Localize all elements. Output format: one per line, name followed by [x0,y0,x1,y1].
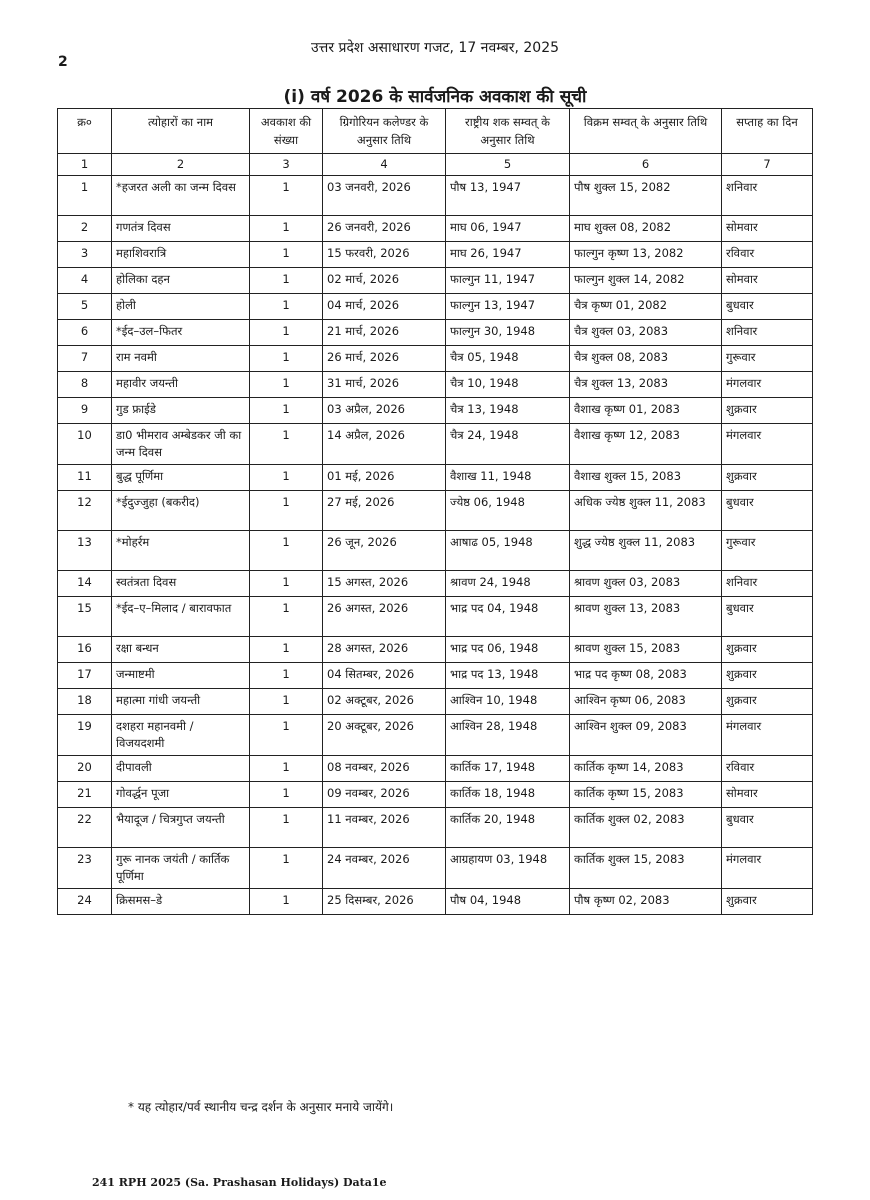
vikram-date-cell: अधिक ज्येष्ठ शुक्ल 11, 2083 [570,491,722,531]
serial-cell: 15 [58,597,112,637]
header-weekday: सप्ताह का दिन [722,109,813,154]
holiday-count-cell: 1 [250,346,323,372]
weekday-cell: शुक्रवार [722,663,813,689]
table-row [58,889,813,915]
holiday-count-cell: 1 [250,571,323,597]
weekday-cell: बुधवार [722,491,813,531]
footer-code: 241 RPH 2025 (Sa. Prashasan Holidays) Data1e [92,1176,387,1189]
holiday-rows [58,176,813,915]
gregorian-date-cell: 31 मार्च, 2026 [323,372,446,398]
holiday-count-cell: 1 [250,398,323,424]
weekday-cell: शुक्रवार [722,889,813,915]
festival-name-cell: *ईदुज्जुहा (बकरीद) [112,491,250,531]
weekday-cell: मंगलवार [722,848,813,889]
festival-name-cell: रक्षा बन्धन [112,637,250,663]
shaka-date-cell: भाद्र पद 04, 1948 [446,597,570,637]
vikram-date-cell: कार्तिक शुक्ल 02, 2083 [570,808,722,848]
festival-name-cell: क्रिसमस–डे [112,889,250,915]
holiday-count-cell: 1 [250,268,323,294]
weekday-cell: रविवार [722,756,813,782]
festival-name-cell: स्वतंत्रता दिवस [112,571,250,597]
gregorian-date-cell: 26 मार्च, 2026 [323,346,446,372]
table-row [58,320,813,346]
festival-name-cell: महाशिवरात्रि [112,242,250,268]
serial-cell: 13 [58,531,112,571]
holiday-count-cell: 1 [250,216,323,242]
gregorian-date-cell: 21 मार्च, 2026 [323,320,446,346]
festival-name-cell: बुद्ध पूर्णिमा [112,465,250,491]
serial-cell: 16 [58,637,112,663]
serial-cell: 7 [58,346,112,372]
holiday-count-cell: 1 [250,491,323,531]
header-shaka-date: राष्ट्रीय शक सम्वत् के अनुसार तिथि [446,109,570,154]
holiday-count-cell: 1 [250,372,323,398]
holiday-count-cell: 1 [250,597,323,637]
holiday-table [57,108,813,915]
holiday-count-cell: 1 [250,424,323,465]
serial-cell: 17 [58,663,112,689]
table-row [58,268,813,294]
table-row [58,848,813,889]
serial-cell: 11 [58,465,112,491]
weekday-cell: गुरूवार [722,531,813,571]
table-row [58,294,813,320]
shaka-date-cell: माघ 26, 1947 [446,242,570,268]
serial-cell: 6 [58,320,112,346]
table-row [58,782,813,808]
weekday-cell: शुक्रवार [722,398,813,424]
festival-name-cell: महावीर जयन्ती [112,372,250,398]
vikram-date-cell: चैत्र शुक्ल 03, 2083 [570,320,722,346]
gregorian-date-cell: 15 फरवरी, 2026 [323,242,446,268]
gregorian-date-cell: 02 मार्च, 2026 [323,268,446,294]
shaka-date-cell: श्रावण 24, 1948 [446,571,570,597]
column-number: 5 [446,154,570,176]
column-number: 6 [570,154,722,176]
weekday-cell: मंगलवार [722,424,813,465]
festival-name-cell: गुड फ्राईडे [112,398,250,424]
footnote: * यह त्योहार/पर्व स्थानीय चन्द्र दर्शन के अनुसार मनाये जायेंगे। [128,1100,394,1114]
vikram-date-cell: फाल्गुन कृष्ण 13, 2082 [570,242,722,268]
table-row [58,242,813,268]
shaka-date-cell: ज्येष्ठ 06, 1948 [446,491,570,531]
vikram-date-cell: श्रावण शुक्ल 13, 2083 [570,597,722,637]
gregorian-date-cell: 04 मार्च, 2026 [323,294,446,320]
weekday-cell: शुक्रवार [722,689,813,715]
holiday-count-cell: 1 [250,848,323,889]
festival-name-cell: भैयादूज / चित्रगुप्त जयन्ती [112,808,250,848]
holiday-count-cell: 1 [250,715,323,756]
weekday-cell: सोमवार [722,782,813,808]
festival-name-cell: होली [112,294,250,320]
header-serial: क्र० [58,109,112,154]
shaka-date-cell: कार्तिक 17, 1948 [446,756,570,782]
gregorian-date-cell: 28 अगस्त, 2026 [323,637,446,663]
shaka-date-cell: कार्तिक 18, 1948 [446,782,570,808]
vikram-date-cell: वैशाख शुक्ल 15, 2083 [570,465,722,491]
vikram-date-cell: फाल्गुन शुक्ल 14, 2082 [570,268,722,294]
holiday-count-cell: 1 [250,294,323,320]
header-holiday-count: अवकाश की संख्या [250,109,323,154]
gregorian-date-cell: 15 अगस्त, 2026 [323,571,446,597]
gregorian-date-cell: 01 मई, 2026 [323,465,446,491]
gregorian-date-cell: 11 नवम्बर, 2026 [323,808,446,848]
table-row [58,663,813,689]
festival-name-cell: गणतंत्र दिवस [112,216,250,242]
shaka-date-cell: फाल्गुन 11, 1947 [446,268,570,294]
vikram-date-cell: श्रावण शुक्ल 03, 2083 [570,571,722,597]
weekday-cell: मंगलवार [722,715,813,756]
weekday-cell: बुधवार [722,294,813,320]
weekday-cell: शुक्रवार [722,637,813,663]
table-row [58,216,813,242]
table-row [58,372,813,398]
serial-cell: 24 [58,889,112,915]
shaka-date-cell: फाल्गुन 13, 1947 [446,294,570,320]
gregorian-date-cell: 26 जून, 2026 [323,531,446,571]
table-row [58,689,813,715]
table-row [58,346,813,372]
holiday-count-cell: 1 [250,808,323,848]
gregorian-date-cell: 03 जनवरी, 2026 [323,176,446,216]
table-row [58,571,813,597]
table-row [58,531,813,571]
column-number: 7 [722,154,813,176]
shaka-date-cell: भाद्र पद 13, 1948 [446,663,570,689]
shaka-date-cell: चैत्र 05, 1948 [446,346,570,372]
festival-name-cell: गुरू नानक जयंती / कार्तिक पूर्णिमा [112,848,250,889]
page-number: 2 [58,54,68,70]
weekday-cell: शनिवार [722,571,813,597]
table-row [58,176,813,216]
holiday-count-cell: 1 [250,756,323,782]
document-title: (i) वर्ष 2026 के सार्वजनिक अवकाश की सूची [283,87,587,107]
serial-cell: 1 [58,176,112,216]
holiday-count-cell: 1 [250,689,323,715]
gregorian-date-cell: 26 जनवरी, 2026 [323,216,446,242]
gregorian-date-cell: 08 नवम्बर, 2026 [323,756,446,782]
serial-cell: 12 [58,491,112,531]
festival-name-cell: जन्माष्टमी [112,663,250,689]
vikram-date-cell: शुद्ध ज्येष्ठ शुक्ल 11, 2083 [570,531,722,571]
holiday-count-cell: 1 [250,531,323,571]
table-row [58,756,813,782]
serial-cell: 20 [58,756,112,782]
shaka-date-cell: फाल्गुन 30, 1948 [446,320,570,346]
weekday-cell: गुरूवार [722,346,813,372]
shaka-date-cell: कार्तिक 20, 1948 [446,808,570,848]
holiday-count-cell: 1 [250,465,323,491]
gregorian-date-cell: 25 दिसम्बर, 2026 [323,889,446,915]
vikram-date-cell: चैत्र कृष्ण 01, 2082 [570,294,722,320]
header-gregorian-date: ग्रिगोरियन कलेण्डर के अनुसार तिथि [323,109,446,154]
holiday-count-cell: 1 [250,782,323,808]
festival-name-cell: महात्मा गांधी जयन्ती [112,689,250,715]
vikram-date-cell: कार्तिक शुक्ल 15, 2083 [570,848,722,889]
vikram-date-cell: श्रावण शुक्ल 15, 2083 [570,637,722,663]
serial-cell: 10 [58,424,112,465]
holiday-count-cell: 1 [250,637,323,663]
vikram-date-cell: कार्तिक कृष्ण 14, 2083 [570,756,722,782]
festival-name-cell: दशहरा महानवमी / विजयदशमी [112,715,250,756]
table-row [58,637,813,663]
gregorian-date-cell: 02 अक्टूबर, 2026 [323,689,446,715]
shaka-date-cell: आश्विन 10, 1948 [446,689,570,715]
shaka-date-cell: आषाढ 05, 1948 [446,531,570,571]
serial-cell: 8 [58,372,112,398]
weekday-cell: शुक्रवार [722,465,813,491]
festival-name-cell: डा0 भीमराव अम्बेडकर जी का जन्म दिवस [112,424,250,465]
serial-cell: 9 [58,398,112,424]
gazette-header: उत्तर प्रदेश असाधारण गजट, 17 नवम्बर, 2025 [310,40,560,56]
shaka-date-cell: पौष 13, 1947 [446,176,570,216]
shaka-date-cell: वैशाख 11, 1948 [446,465,570,491]
vikram-date-cell: भाद्र पद कृष्ण 08, 2083 [570,663,722,689]
table-row [58,398,813,424]
weekday-cell: शनिवार [722,320,813,346]
serial-cell: 5 [58,294,112,320]
table-row [58,715,813,756]
weekday-cell: बुधवार [722,597,813,637]
weekday-cell: सोमवार [722,268,813,294]
serial-cell: 19 [58,715,112,756]
serial-cell: 2 [58,216,112,242]
serial-cell: 18 [58,689,112,715]
vikram-date-cell: चैत्र शुक्ल 13, 2083 [570,372,722,398]
table-row [58,597,813,637]
gregorian-date-cell: 14 अप्रैल, 2026 [323,424,446,465]
serial-cell: 3 [58,242,112,268]
gregorian-date-cell: 20 अक्टूबर, 2026 [323,715,446,756]
vikram-date-cell: आश्विन कृष्ण 06, 2083 [570,689,722,715]
serial-cell: 4 [58,268,112,294]
holiday-count-cell: 1 [250,242,323,268]
gregorian-date-cell: 26 अगस्त, 2026 [323,597,446,637]
weekday-cell: सोमवार [722,216,813,242]
festival-name-cell: राम नवमी [112,346,250,372]
table-row [58,808,813,848]
festival-name-cell: *हजरत अली का जन्म दिवस [112,176,250,216]
vikram-date-cell: आश्विन शुक्ल 09, 2083 [570,715,722,756]
festival-name-cell: होलिका दहन [112,268,250,294]
gregorian-date-cell: 24 नवम्बर, 2026 [323,848,446,889]
header-vikram-date: विक्रम सम्वत् के अनुसार तिथि [570,109,722,154]
gregorian-date-cell: 03 अप्रैल, 2026 [323,398,446,424]
festival-name-cell: दीपावली [112,756,250,782]
vikram-date-cell: वैशाख कृष्ण 12, 2083 [570,424,722,465]
header-row [58,109,813,154]
shaka-date-cell: आग्रहायण 03, 1948 [446,848,570,889]
header-festival-name: त्योहारों का नाम [112,109,250,154]
serial-cell: 22 [58,808,112,848]
shaka-date-cell: चैत्र 10, 1948 [446,372,570,398]
holiday-count-cell: 1 [250,176,323,216]
shaka-date-cell: चैत्र 13, 1948 [446,398,570,424]
vikram-date-cell: कार्तिक कृष्ण 15, 2083 [570,782,722,808]
festival-name-cell: *ईद–उल–फितर [112,320,250,346]
weekday-cell: मंगलवार [722,372,813,398]
weekday-cell: शनिवार [722,176,813,216]
weekday-cell: बुधवार [722,808,813,848]
festival-name-cell: *ईद–ए–मिलाद / बारावफात [112,597,250,637]
column-number: 4 [323,154,446,176]
vikram-date-cell: माघ शुक्ल 08, 2082 [570,216,722,242]
vikram-date-cell: चैत्र शुक्ल 08, 2083 [570,346,722,372]
gregorian-date-cell: 09 नवम्बर, 2026 [323,782,446,808]
column-number: 1 [58,154,112,176]
shaka-date-cell: चैत्र 24, 1948 [446,424,570,465]
vikram-date-cell: वैशाख कृष्ण 01, 2083 [570,398,722,424]
column-number: 2 [112,154,250,176]
holiday-count-cell: 1 [250,889,323,915]
table-row [58,491,813,531]
festival-name-cell: गोवर्द्धन पूजा [112,782,250,808]
serial-cell: 23 [58,848,112,889]
holiday-count-cell: 1 [250,663,323,689]
holiday-count-cell: 1 [250,320,323,346]
shaka-date-cell: आश्विन 28, 1948 [446,715,570,756]
shaka-date-cell: माघ 06, 1947 [446,216,570,242]
table-row [58,424,813,465]
shaka-date-cell: भाद्र पद 06, 1948 [446,637,570,663]
table-row [58,465,813,491]
serial-cell: 14 [58,571,112,597]
festival-name-cell: *मोहर्रम [112,531,250,571]
column-number-row [58,154,813,176]
vikram-date-cell: पौष शुक्ल 15, 2082 [570,176,722,216]
vikram-date-cell: पौष कृष्ण 02, 2083 [570,889,722,915]
gregorian-date-cell: 27 मई, 2026 [323,491,446,531]
column-number: 3 [250,154,323,176]
gregorian-date-cell: 04 सितम्बर, 2026 [323,663,446,689]
weekday-cell: रविवार [722,242,813,268]
serial-cell: 21 [58,782,112,808]
shaka-date-cell: पौष 04, 1948 [446,889,570,915]
